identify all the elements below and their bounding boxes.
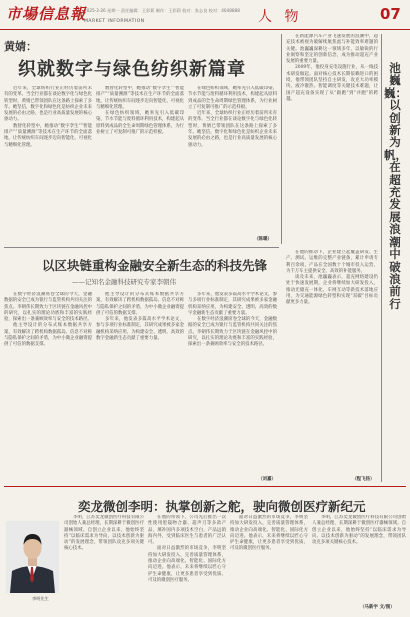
- section-name: 人 物: [258, 9, 303, 25]
- article-3-byline: （马新宇 文/图）: [360, 605, 395, 610]
- article-2-body-col-3: [188, 292, 277, 474]
- section-divider: [4, 247, 279, 248]
- section-english-title: MARKET INFORMATION: [84, 19, 145, 24]
- masthead: [0, 0, 410, 30]
- article-2-subhead: ——记知名金融科技研究专家李朝伟: [72, 278, 176, 286]
- article-3-paragraph: 面对日益激烈的市场竞争，李明坚持加大研发投入，完善质量管理体系，推动企业向高端化、智能化、国际化方向迈进。他表示，未来将继续以匠心守护生命健康，让更多患者享受到优质、可及的微创医疗服务。: [148, 546, 226, 583]
- article-2-paragraph: 在数字经济浪潮席卷全球的今天，金融数据的安全已成为银行与监管机构共同关注的焦点。李朝伟长期致力于区块链在金融风控中的研究，以扎实的理论功底和丰富的实践经验，探索出一条兼顾效率与安全的技术路径。: [4, 292, 92, 323]
- article-3-body-col-2: [148, 515, 226, 611]
- article-2-headline: 以区块链重构金融安全新生态的科技先锋: [42, 258, 268, 273]
- article-1-body-col-1: [4, 86, 92, 241]
- article-1-paragraph: 近年来，全球纺织行业正经历着前所未有的变革。当全行业都在谈论数字化与绿色化转型时，黄婧已带领团队在这条路上探索了多年。她坚信，数字化和绿色化是纺织企业未来发展的必由之路，也是行业高质量发展的核心驱动力。: [188, 111, 277, 148]
- article-2-paragraph: 在数字经济浪潮席卷全球的今天，金融数据的安全已成为银行与监管机构共同关注的焦点。李朝伟长期致力于区块链在金融风控中的研究，以扎实的理论功底和丰富的实践经验，探索出一条兼顾效率与安全的技术路径。: [188, 317, 277, 348]
- article-1-paragraph: 数智化转型中，她推动“数字孪生”“智能排产”“质量溯源”等技术在生产环节的全面落地，让传统纺织车间逐步迈向智能化、可视化与精细化管理。: [4, 123, 92, 148]
- article-2-paragraph: 他主导设计的分布式账本数据共享方案，有效解决了跨机构数据孤岛、信息不对称与隐私保护之间的矛盾，为中小微企业融资提供了可信的数据支撑。: [4, 323, 92, 348]
- article-2-paragraph: 他主导设计的分布式账本数据共享方案，有效解决了跨机构数据孤岛、信息不对称与隐私保护之间的矛盾，为中小微企业融资提供了可信的数据支撑。: [96, 292, 184, 316]
- article-3-paragraph: 面对日益激烈的市场竞争，李明坚持加大研发投入，完善质量管理体系，推动企业向高端化、智能化、国际化方向迈进。他表示，未来将继续以匠心守护生命健康，让更多患者享受到优质、可及的微创医疗服务。: [230, 515, 308, 552]
- article-1-body-col-3: [188, 86, 277, 234]
- article-2-paragraph: 多年来，他发表多篇高水平学术论文，参与多项行业标准制定，其研究成果被多家金融机构采纳应用，为构建安全、透明、高效的数字金融新生态贡献了重要力量。: [96, 317, 184, 342]
- portrait-photo: [6, 521, 59, 593]
- article-1-byline: （陈璐）: [254, 237, 272, 242]
- column-divider: [281, 34, 282, 244]
- article-4-body-col-2: [286, 250, 378, 476]
- photo-caption: 李明先生: [32, 596, 49, 601]
- article-3-paragraph: 李明，江苏奕龙微创医疗科技有限公司创始人兼总经理，长期深耕于微创医疗器械领域。自创立企业以来，他始终坚持“以临床需求为导向、以技术创新为驱动”的发展理念，带领团队攻克多项关键核心技术。: [312, 515, 406, 546]
- article-3-paragraph: 在他的带领下，公司先后推出一次性使用腔镜吻合器、超声刀等多款产品，填补国内多项技术空白，产品远销海内外，受到临床医生与患者的广泛认可。: [148, 515, 226, 546]
- article-4-paragraph: 2009年，他投身充电设施行业，从一线技术研发做起。面对核心技术长期依赖进口的困境，他带领团队坚持自主研发，攻克大功率模块、液冷散热、智能调度等关键技术难题，让国产超充设备实现了从“跟跑”到“并跑”的跨越。: [286, 65, 378, 102]
- article-4-vertical-headline: 池巍巍：以创新为帆，在超充发展浪潮中破浪前行: [384, 61, 407, 311]
- article-2-body-col-2: [96, 292, 184, 482]
- page-number: 07: [380, 5, 401, 23]
- article-1-paragraph: 近年来，全球纺织行业正经历着前所未有的变革。当全行业都在谈论数字化与绿色化转型时，黄婧已带领团队在这条路上探索了多年。她坚信，数字化和绿色化是纺织企业未来发展的必由之路，也是行业高质量发展的核心驱动力。: [4, 86, 92, 123]
- article-1-paragraph: 数智化转型中，她推动“数字孪生”“智能排产”“质量溯源”等技术在生产环节的全面落地，让传统纺织车间逐步迈向智能化、可视化与精细化管理。: [96, 86, 184, 110]
- article-1-headline-prefix: 黄婧：: [4, 40, 37, 53]
- article-1-body-col-2: [96, 86, 184, 241]
- issue-meta: 2025-3-26 星期一 责任编辑：王彩莉 制作：王彩莉 校对：张志良 校对：4048888: [84, 8, 240, 13]
- article-3-paragraph: 李明，江苏奕龙微创医疗科技有限公司创始人兼总经理，长期深耕于微创医疗器械领域。自创立企业以来，他始终坚持“以临床需求为导向、以技术创新为驱动”的发展理念，带领团队攻克多项关键核心技术。: [64, 515, 144, 552]
- article-4-paragraph: 谈及未来，池巍巍表示，超充网络建设仍处于快速发展期，企业将继续加大研发投入，推动光储充一体化、车网互动等新技术落地应用，为交通能源绿色转型和实现“双碳”目标贡献更多力量。: [286, 275, 378, 306]
- article-2-byline: （刘嘉）: [258, 477, 276, 482]
- article-1-paragraph: 在绿色纺织领域，她率先引入低碳印染、节水节能与废料循环利用技术，构建起从原料到成品的全生命周期绿色管理体系，为行业树立了可复制可推广的示范样板。: [188, 86, 277, 110]
- article-3-body-col-1: [64, 515, 144, 611]
- article-4-body-col-1: [286, 34, 378, 244]
- article-1-paragraph: 在绿色纺织领域，她率先引入低碳印染、节水节能与废料循环利用技术，构建起从原料到成品的全生命周期绿色管理体系，为行业树立了可复制可推广的示范样板。: [96, 111, 184, 136]
- article-4-paragraph: 在新能源汽车产业飞速发展的浪潮中，超充技术被视为破解续航焦虑与补能效率难题的关键。池巍巍深耕这一领域多年，以敏锐的行业洞察和坚定的创新信念，成为推动超充产业发展的重要力量。: [286, 34, 378, 65]
- portrait-image: [6, 521, 59, 593]
- article-4-paragraph: 在他的推动下，企业建立起覆盖研发、生产、测试、运维的完整产业链条，累计申请专利百余项，产品在全国数十个城市投入运营，为千万车主提供安全、高效的补能服务。: [286, 250, 378, 274]
- column-divider: [381, 34, 382, 482]
- article-2-paragraph: 多年来，他发表多篇高水平学术论文，参与多项行业标准制定，其研究成果被多家金融机构采纳应用，为构建安全、透明、高效的数字金融新生态贡献了重要力量。: [188, 292, 277, 316]
- section-divider: [4, 486, 406, 487]
- article-3-headline: 奕龙微创李明：执掌创新之舵，驶向微创医疗新纪元: [78, 499, 366, 514]
- article-1-headline: 织就数字与绿色纺织新篇章: [18, 59, 246, 80]
- article-2-body-col-1: [4, 292, 92, 482]
- article-3-body-col-4: [312, 515, 406, 603]
- article-3-body-col-3: [230, 515, 308, 611]
- newspaper-logo: 市場信息報: [6, 5, 87, 23]
- article-4-byline: （程飞扬）: [352, 477, 375, 482]
